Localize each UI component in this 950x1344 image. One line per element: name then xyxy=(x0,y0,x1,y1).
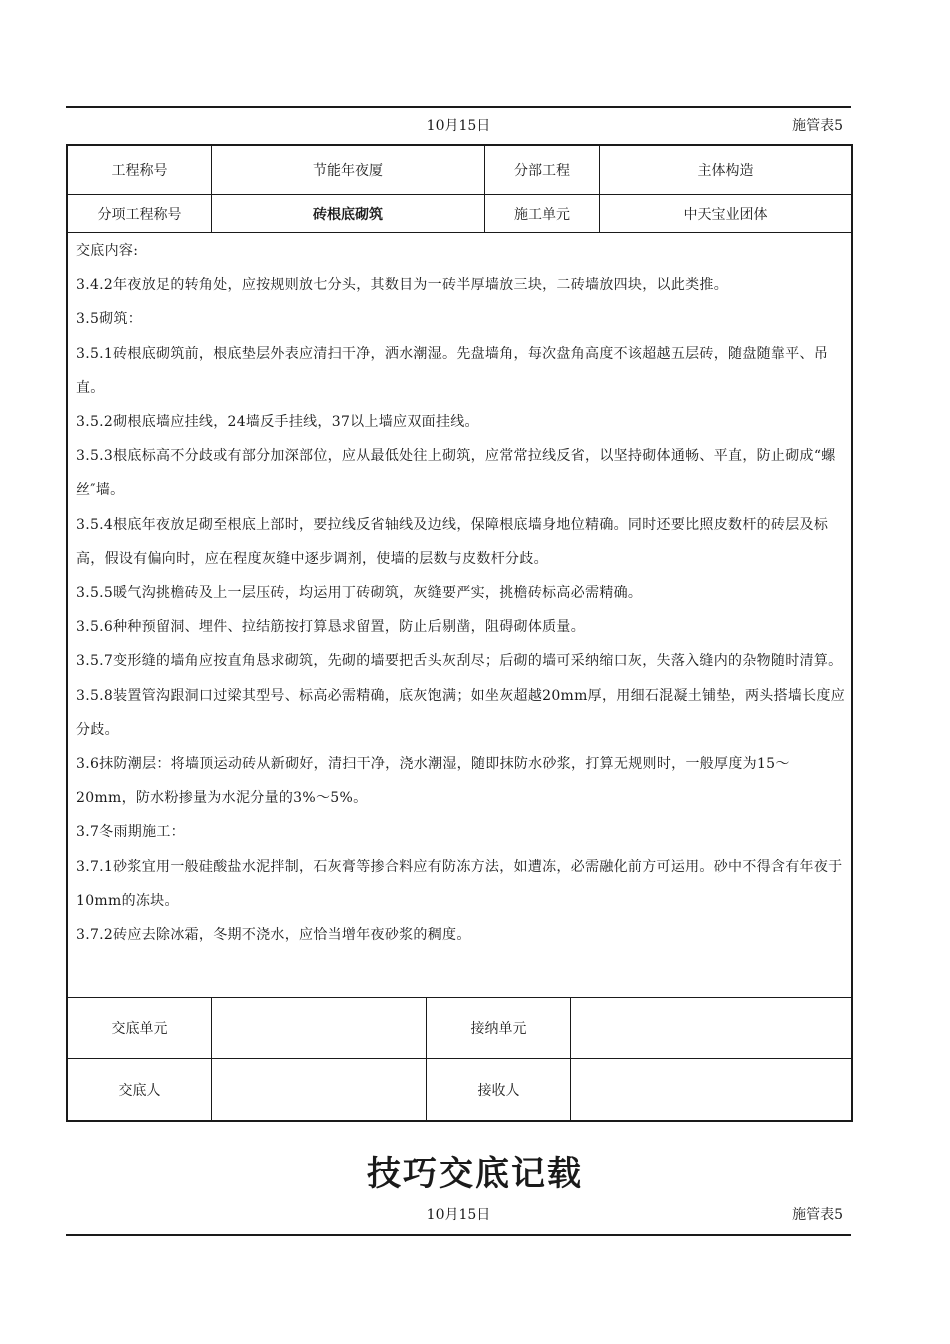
record-date: 10月15日 xyxy=(426,118,491,134)
receiver-person-field[interactable] xyxy=(571,1059,851,1120)
next-page-title: 技巧交底记载 xyxy=(367,1154,583,1194)
unit-label: 施工单元 xyxy=(514,206,570,223)
content-paragraph: 3.6抹防潮层：将墙顶运动砖从新砌好，清扫干净，浇水潮湿，随即抹防水砂浆，打算无规则时，一般厚度为15～20mm，防水粉掺量为水泥分量的3%～5%。 xyxy=(76,756,790,807)
handover-record-table xyxy=(66,144,853,1122)
handover-person-field[interactable] xyxy=(212,1059,426,1120)
next-page-form-number: 施管表5 xyxy=(792,1207,843,1223)
project-value: 节能年夜厦 xyxy=(313,163,383,179)
receiver-person-label: 接收人 xyxy=(477,1082,520,1099)
content-paragraph: 3.5砌筑： xyxy=(76,311,143,328)
handover-unit-label: 交底单元 xyxy=(111,1021,168,1037)
unit-value: 中天宝业团体 xyxy=(683,206,768,223)
division-label: 分部工程 xyxy=(514,163,570,179)
next-page-rule xyxy=(66,1234,851,1236)
content-paragraph: 3.5.3根底标高不分歧或有部分加深部位，应从最低处往上砌筑，应常常拉线反省，以坚持砌体通畅、平直，防止砌成“螺丝″墙。 xyxy=(76,448,836,499)
content-paragraph: 3.7冬雨期施工： xyxy=(76,824,185,841)
form-number: 施管表5 xyxy=(792,118,843,134)
content-paragraph: 3.5.1砖根底砌筑前，根底垫层外表应清扫干净，洒水潮湿。先盘墙角，每次盘角高度不该超越五层砖，随盘随靠平、吊直。 xyxy=(76,345,829,396)
content-paragraph: 3.5.7变形缝的墙角应按直角恳求砌筑，先砌的墙要把舌头灰刮尽；后砌的墙可采纳缩口灰，失落入缝内的杂物随时清算。 xyxy=(76,653,843,670)
content-paragraph: 3.5.4根底年夜放足砌至根底上部时，要拉线反省轴线及边线，保障根底墙身地位精确。同时还要比照皮数杆的砖层及标高，假设有偏向时，应在程度灰缝中逐步调剂，使墙的层数与皮数杆分歧。 xyxy=(76,516,829,567)
content-paragraph: 3.5.5暖气沟挑檐砖及上一层压砖，均运用丁砖砌筑，灰缝要严实，挑檐砖标高必需精确。 xyxy=(76,585,643,602)
content-paragraph: 3.5.6种种预留洞、埋件、拉结筋按打算恳求留置，防止后剔凿，阻碍砌体质量。 xyxy=(76,619,586,636)
project-label: 工程称号 xyxy=(111,163,168,179)
next-page-dateline xyxy=(66,1203,851,1227)
subitem-label: 分项工程称号 xyxy=(97,206,182,223)
receiver-unit-field[interactable] xyxy=(571,998,851,1058)
content-paragraph: 3.4.2年夜放足的转角处，应按规则放七分头，其数目为一砖半厚墙放三块，二砖墙放四块，以此类推。 xyxy=(76,277,729,294)
content-paragraph: 3.5.2砌根底墙应挂线，24墙反手挂线，37以上墙应双面挂线。 xyxy=(76,414,479,431)
handover-person-label: 交底人 xyxy=(118,1082,161,1099)
content-paragraph: 3.7.2砖应去除冰霜，冬期不浇水，应恰当增年夜砂浆的稠度。 xyxy=(76,927,471,944)
content-paragraph: 3.7.1砂浆宜用一般硅酸盐水泥拌制，石灰膏等掺合料应有防冻方法，如遭冻，必需融化前方可运用。砂中不得含有年夜于10mm的冻块。 xyxy=(76,858,843,909)
handover-unit-field[interactable] xyxy=(212,998,426,1058)
subitem-value: 砖根底砌筑 xyxy=(313,206,383,223)
receiver-unit-label: 接纳单元 xyxy=(470,1021,527,1037)
next-page-date: 10月15日 xyxy=(426,1207,491,1223)
division-value: 主体构造 xyxy=(697,163,754,179)
header-dateline xyxy=(66,114,851,138)
content-paragraph: 3.5.8装置管沟跟洞口过梁其型号、标高必需精确，底灰饱满；如坐灰超越20mm厚，用细石混凝土铺垫，两头搭墙长度应分歧。 xyxy=(76,687,846,738)
content-heading: 交底内容: xyxy=(76,243,139,259)
handover-content xyxy=(76,234,846,952)
header-top-rule xyxy=(66,106,851,108)
row-divider xyxy=(68,232,851,233)
